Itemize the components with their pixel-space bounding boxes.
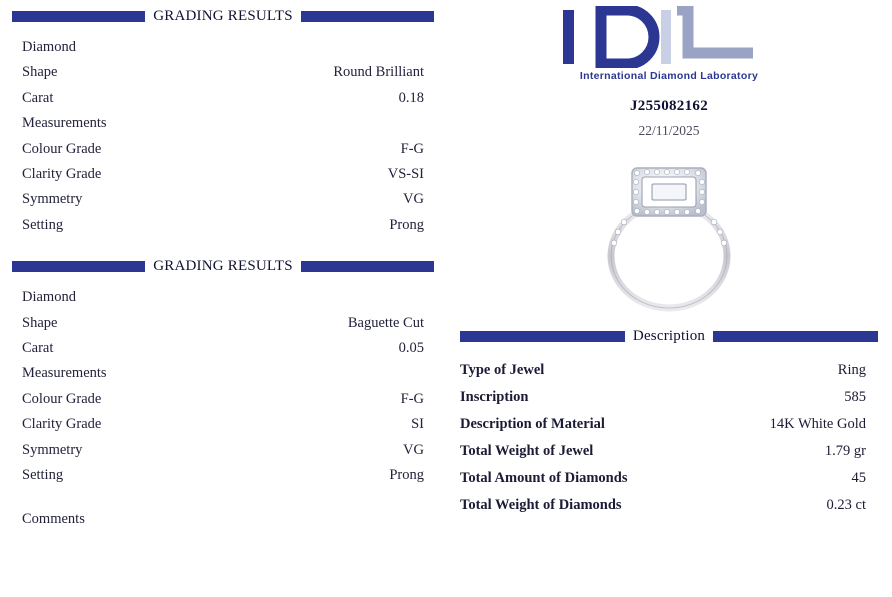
row-label: Shape [22, 64, 58, 81]
row-label: Carat [22, 89, 54, 106]
table-row [460, 492, 866, 519]
row-value: VG [403, 441, 424, 458]
row-value: VS-SI [387, 166, 424, 183]
row-value: SI [411, 416, 424, 433]
table-row [22, 162, 424, 187]
row-label: Colour Grade [22, 140, 102, 157]
row-label: Total Amount of Diamonds [460, 470, 628, 486]
description-header [446, 328, 892, 345]
row-label: Setting [22, 467, 64, 484]
table-row [22, 412, 424, 437]
comments-label: Comments [22, 510, 85, 527]
row-value: 0.18 [398, 89, 424, 106]
row-value: Prong [389, 216, 424, 233]
row-label: Clarity Grade [22, 166, 102, 183]
row-value: 14K White Gold [769, 416, 866, 432]
diamond-ring-photo [564, 148, 774, 323]
table-row [460, 411, 866, 438]
row-value: Baguette Cut [347, 314, 424, 331]
table-row [22, 60, 424, 85]
row-value: 0.23 ct [826, 497, 866, 513]
table-row [460, 438, 866, 465]
row-value: F-G [400, 390, 424, 407]
idl-logo-icon [557, 6, 781, 68]
table-row [22, 336, 424, 361]
section-title-2: GRADING RESULTS [153, 258, 293, 275]
row-value: Round Brilliant [333, 64, 424, 81]
table-row [460, 357, 866, 384]
grading-results-header-1 [0, 8, 446, 25]
description-table [460, 357, 866, 519]
grading-table-1 [22, 35, 424, 238]
table-row [22, 311, 424, 336]
row-value: 45 [851, 470, 866, 486]
header-bar-left [12, 261, 145, 272]
table-row [22, 387, 424, 412]
description-title: Description [632, 328, 706, 344]
certificate-date: 22/11/2025 [638, 123, 700, 138]
table-row [22, 285, 424, 310]
row-value: 1.79 gr [824, 443, 866, 459]
header-bar-right [301, 261, 434, 272]
idl-logo-subtitle: International Diamond Laboratory [579, 70, 759, 82]
section-title-1: GRADING RESULTS [153, 8, 293, 24]
row-label: Colour Grade [22, 390, 102, 407]
grading-results-header-2 [0, 258, 446, 275]
row-label: Inscription [460, 389, 529, 405]
row-label: Total Weight of Jewel [460, 443, 594, 459]
table-row [22, 86, 424, 111]
table-row [22, 111, 424, 136]
header-bar-right [713, 331, 878, 342]
row-label: Shape [22, 314, 58, 331]
table-row [22, 35, 424, 60]
row-value: Prong [389, 467, 424, 484]
grading-table-2 [22, 285, 424, 488]
row-label: Total Weight of Diamonds [460, 497, 622, 513]
row-label: Symmetry [22, 441, 83, 458]
right-column [446, 0, 892, 597]
table-row [22, 463, 424, 488]
row-value: 0.05 [398, 340, 424, 357]
row-label: Diamond [22, 39, 76, 55]
idl-logo [446, 0, 892, 82]
table-row [22, 361, 424, 386]
row-label: Symmetry [22, 191, 83, 208]
row-value: 585 [844, 389, 866, 405]
row-value: VG [403, 191, 424, 208]
row-label: Type of Jewel [460, 362, 545, 378]
table-row [460, 465, 866, 492]
row-value: Ring [837, 362, 866, 378]
certificate-number: J255082162 [630, 98, 708, 114]
table-row [460, 384, 866, 411]
header-bar-right [301, 11, 434, 22]
row-label: Measurements [22, 365, 107, 382]
row-value: F-G [400, 140, 424, 157]
table-row [22, 438, 424, 463]
table-row [22, 137, 424, 162]
ring-photo-area [446, 143, 892, 328]
header-bar-left [460, 331, 625, 342]
row-label: Description of Material [460, 416, 605, 432]
table-row [22, 213, 424, 238]
table-row [22, 187, 424, 212]
row-label: Setting [22, 216, 64, 233]
row-label: Carat [22, 340, 54, 357]
row-label: Clarity Grade [22, 416, 102, 433]
row-label: Measurements [22, 115, 107, 132]
header-bar-left [12, 11, 145, 22]
row-label: Diamond [22, 289, 76, 306]
